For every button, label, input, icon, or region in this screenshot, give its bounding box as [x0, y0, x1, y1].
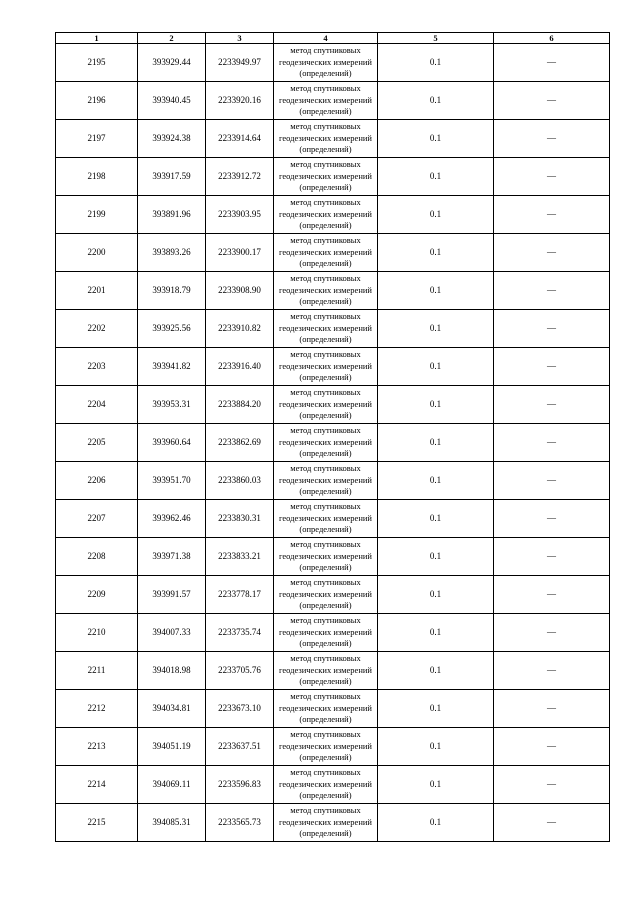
- coord-x-cell: 393929.44: [138, 44, 206, 82]
- method-cell: метод спутниковых геодезических измерений (определений): [274, 386, 378, 424]
- note-cell: —: [494, 728, 610, 766]
- coord-x-cell: 394018.98: [138, 652, 206, 690]
- coord-x-cell: 394051.19: [138, 728, 206, 766]
- coord-y-cell: 2233830.31: [206, 500, 274, 538]
- coord-x-cell: 393971.38: [138, 538, 206, 576]
- table-row: [56, 614, 610, 652]
- method-cell: метод спутниковых геодезических измерений (определений): [274, 120, 378, 158]
- coord-y-cell: 2233735.74: [206, 614, 274, 652]
- accuracy-cell: 0.1: [378, 576, 494, 614]
- note-cell: —: [494, 690, 610, 728]
- point-number-cell: 2196: [56, 82, 138, 120]
- note-cell: —: [494, 804, 610, 842]
- coord-x-cell: 393951.70: [138, 462, 206, 500]
- table-row: [56, 310, 610, 348]
- note-cell: —: [494, 158, 610, 196]
- method-cell: метод спутниковых геодезических измерений (определений): [274, 44, 378, 82]
- point-number-cell: 2215: [56, 804, 138, 842]
- coord-y-cell: 2233910.82: [206, 310, 274, 348]
- method-cell: метод спутниковых геодезических измерений (определений): [274, 804, 378, 842]
- accuracy-cell: 0.1: [378, 196, 494, 234]
- coord-x-cell: 393962.46: [138, 500, 206, 538]
- coord-y-cell: 2233920.16: [206, 82, 274, 120]
- accuracy-cell: 0.1: [378, 272, 494, 310]
- note-cell: —: [494, 44, 610, 82]
- header-col-3: 3: [206, 33, 274, 44]
- note-cell: —: [494, 576, 610, 614]
- point-number-cell: 2203: [56, 348, 138, 386]
- method-cell: метод спутниковых геодезических измерений (определений): [274, 766, 378, 804]
- coordinates-table: [55, 32, 610, 842]
- point-number-cell: 2195: [56, 44, 138, 82]
- table-row: [56, 538, 610, 576]
- point-number-cell: 2211: [56, 652, 138, 690]
- note-cell: —: [494, 614, 610, 652]
- method-cell: метод спутниковых геодезических измерений (определений): [274, 310, 378, 348]
- note-cell: —: [494, 538, 610, 576]
- method-cell: метод спутниковых геодезических измерений (определений): [274, 82, 378, 120]
- table-row: [56, 386, 610, 424]
- table-row: [56, 272, 610, 310]
- coord-y-cell: 2233637.51: [206, 728, 274, 766]
- point-number-cell: 2199: [56, 196, 138, 234]
- method-cell: метод спутниковых геодезических измерений (определений): [274, 272, 378, 310]
- coord-x-cell: 394085.31: [138, 804, 206, 842]
- header-col-2: 2: [138, 33, 206, 44]
- coord-y-cell: 2233565.73: [206, 804, 274, 842]
- table-body: [56, 44, 610, 842]
- table-row: [56, 44, 610, 82]
- accuracy-cell: 0.1: [378, 614, 494, 652]
- method-cell: метод спутниковых геодезических измерений (определений): [274, 538, 378, 576]
- coord-x-cell: 393917.59: [138, 158, 206, 196]
- point-number-cell: 2205: [56, 424, 138, 462]
- point-number-cell: 2214: [56, 766, 138, 804]
- coord-y-cell: 2233949.97: [206, 44, 274, 82]
- table-row: [56, 652, 610, 690]
- note-cell: —: [494, 424, 610, 462]
- accuracy-cell: 0.1: [378, 690, 494, 728]
- accuracy-cell: 0.1: [378, 158, 494, 196]
- accuracy-cell: 0.1: [378, 538, 494, 576]
- coord-x-cell: 393924.38: [138, 120, 206, 158]
- table-row: [56, 424, 610, 462]
- point-number-cell: 2206: [56, 462, 138, 500]
- coord-x-cell: 393925.56: [138, 310, 206, 348]
- coord-y-cell: 2233862.69: [206, 424, 274, 462]
- table-row: [56, 500, 610, 538]
- accuracy-cell: 0.1: [378, 44, 494, 82]
- coord-y-cell: 2233860.03: [206, 462, 274, 500]
- point-number-cell: 2202: [56, 310, 138, 348]
- table-row: [56, 234, 610, 272]
- table-row: [56, 804, 610, 842]
- coord-x-cell: 393940.45: [138, 82, 206, 120]
- accuracy-cell: 0.1: [378, 310, 494, 348]
- method-cell: метод спутниковых геодезических измерений (определений): [274, 234, 378, 272]
- method-cell: метод спутниковых геодезических измерений (определений): [274, 196, 378, 234]
- accuracy-cell: 0.1: [378, 234, 494, 272]
- method-cell: метод спутниковых геодезических измерений (определений): [274, 576, 378, 614]
- coord-x-cell: 394007.33: [138, 614, 206, 652]
- table-row: [56, 158, 610, 196]
- coord-y-cell: 2233778.17: [206, 576, 274, 614]
- point-number-cell: 2207: [56, 500, 138, 538]
- accuracy-cell: 0.1: [378, 462, 494, 500]
- header-col-5: 5: [378, 33, 494, 44]
- note-cell: —: [494, 462, 610, 500]
- coord-x-cell: 393918.79: [138, 272, 206, 310]
- note-cell: —: [494, 348, 610, 386]
- coord-x-cell: 393893.26: [138, 234, 206, 272]
- coord-y-cell: 2233596.83: [206, 766, 274, 804]
- coord-y-cell: 2233914.64: [206, 120, 274, 158]
- point-number-cell: 2209: [56, 576, 138, 614]
- coord-x-cell: 393991.57: [138, 576, 206, 614]
- header-col-1: 1: [56, 33, 138, 44]
- coord-x-cell: 393941.82: [138, 348, 206, 386]
- method-cell: метод спутниковых геодезических измерений (определений): [274, 462, 378, 500]
- point-number-cell: 2210: [56, 614, 138, 652]
- point-number-cell: 2198: [56, 158, 138, 196]
- coord-y-cell: 2233884.20: [206, 386, 274, 424]
- method-cell: метод спутниковых геодезических измерений (определений): [274, 652, 378, 690]
- accuracy-cell: 0.1: [378, 500, 494, 538]
- point-number-cell: 2201: [56, 272, 138, 310]
- note-cell: —: [494, 652, 610, 690]
- coord-y-cell: 2233705.76: [206, 652, 274, 690]
- coord-x-cell: 393960.64: [138, 424, 206, 462]
- accuracy-cell: 0.1: [378, 120, 494, 158]
- note-cell: —: [494, 766, 610, 804]
- method-cell: метод спутниковых геодезических измерений (определений): [274, 614, 378, 652]
- header-col-6: 6: [494, 33, 610, 44]
- header-row: [56, 33, 610, 44]
- point-number-cell: 2197: [56, 120, 138, 158]
- note-cell: —: [494, 500, 610, 538]
- accuracy-cell: 0.1: [378, 766, 494, 804]
- method-cell: метод спутниковых геодезических измерений (определений): [274, 158, 378, 196]
- note-cell: —: [494, 272, 610, 310]
- table-row: [56, 690, 610, 728]
- coord-y-cell: 2233916.40: [206, 348, 274, 386]
- coord-x-cell: 393953.31: [138, 386, 206, 424]
- coord-y-cell: 2233833.21: [206, 538, 274, 576]
- note-cell: —: [494, 82, 610, 120]
- coord-y-cell: 2233912.72: [206, 158, 274, 196]
- accuracy-cell: 0.1: [378, 728, 494, 766]
- note-cell: —: [494, 386, 610, 424]
- note-cell: —: [494, 310, 610, 348]
- accuracy-cell: 0.1: [378, 804, 494, 842]
- table-row: [56, 576, 610, 614]
- table-row: [56, 348, 610, 386]
- note-cell: —: [494, 234, 610, 272]
- header-col-4: 4: [274, 33, 378, 44]
- coord-x-cell: 394034.81: [138, 690, 206, 728]
- point-number-cell: 2212: [56, 690, 138, 728]
- coord-x-cell: 393891.96: [138, 196, 206, 234]
- table-row: [56, 120, 610, 158]
- method-cell: метод спутниковых геодезических измерений (определений): [274, 424, 378, 462]
- table-row: [56, 462, 610, 500]
- point-number-cell: 2200: [56, 234, 138, 272]
- point-number-cell: 2204: [56, 386, 138, 424]
- coord-y-cell: 2233903.95: [206, 196, 274, 234]
- table-row: [56, 82, 610, 120]
- accuracy-cell: 0.1: [378, 82, 494, 120]
- table-row: [56, 196, 610, 234]
- method-cell: метод спутниковых геодезических измерений (определений): [274, 500, 378, 538]
- point-number-cell: 2213: [56, 728, 138, 766]
- table-row: [56, 728, 610, 766]
- coord-y-cell: 2233900.17: [206, 234, 274, 272]
- accuracy-cell: 0.1: [378, 424, 494, 462]
- method-cell: метод спутниковых геодезических измерений (определений): [274, 728, 378, 766]
- coord-y-cell: 2233673.10: [206, 690, 274, 728]
- accuracy-cell: 0.1: [378, 348, 494, 386]
- note-cell: —: [494, 120, 610, 158]
- point-number-cell: 2208: [56, 538, 138, 576]
- coord-y-cell: 2233908.90: [206, 272, 274, 310]
- note-cell: —: [494, 196, 610, 234]
- table-row: [56, 766, 610, 804]
- coord-x-cell: 394069.11: [138, 766, 206, 804]
- accuracy-cell: 0.1: [378, 652, 494, 690]
- method-cell: метод спутниковых геодезических измерений (определений): [274, 348, 378, 386]
- method-cell: метод спутниковых геодезических измерений (определений): [274, 690, 378, 728]
- accuracy-cell: 0.1: [378, 386, 494, 424]
